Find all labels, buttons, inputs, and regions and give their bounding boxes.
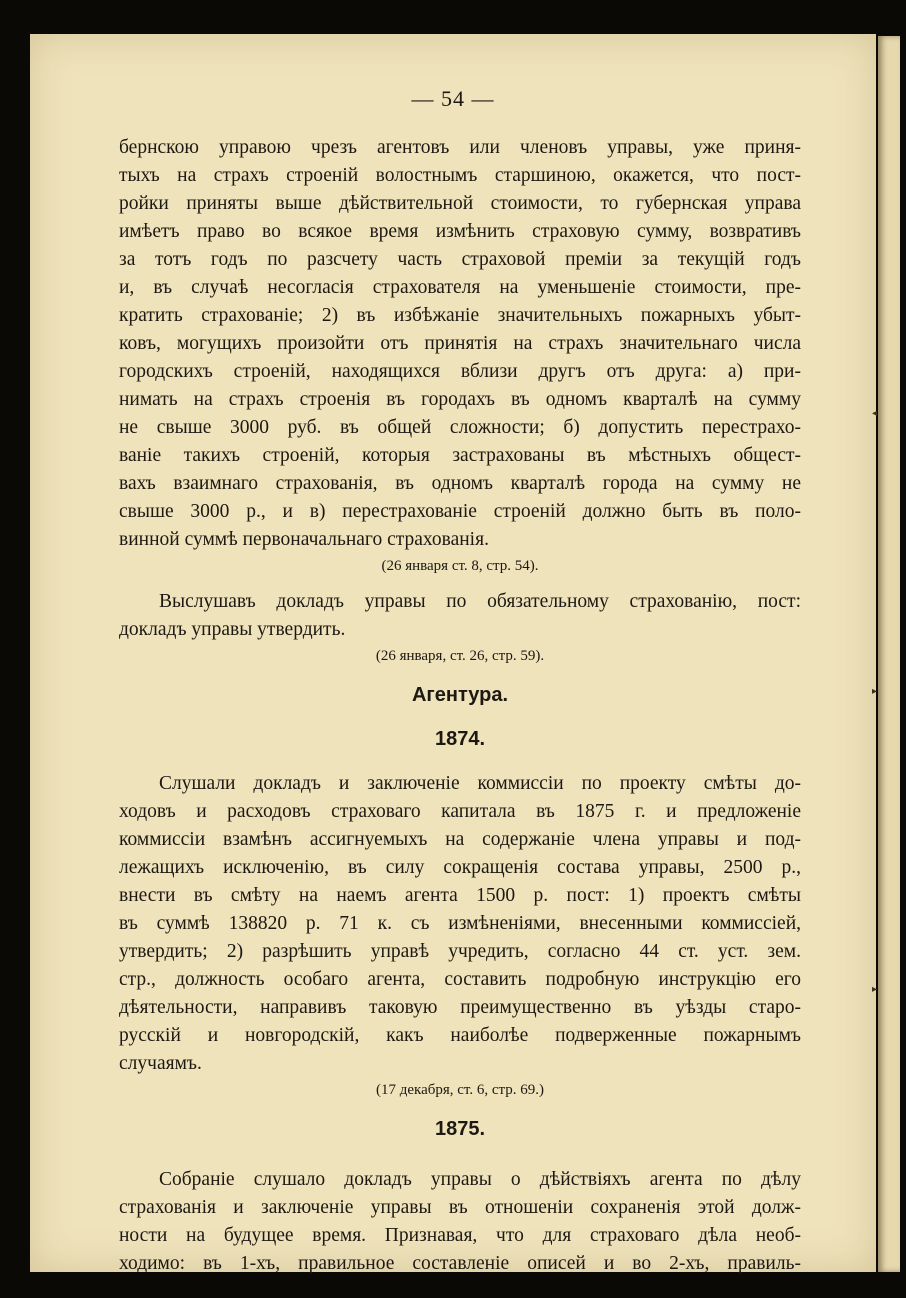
year-heading: 1875.: [434, 1118, 486, 1140]
text-line: докладъ управы утвердить.: [119, 619, 346, 640]
margin-mark-icon: ◂: [872, 408, 878, 419]
text-line: случаямъ.: [119, 1053, 202, 1074]
text-line: кратить страхованіе; 2) въ избѣжаніе значительныхъ пожарныхъ убыт-: [119, 305, 801, 326]
text-line: ройки приняты выше дѣйствительной стоимости, то губернская управа: [119, 193, 801, 214]
text-line: ваніе такихъ строеній, которыя застрахованы въ мѣстныхъ общест-: [119, 445, 801, 466]
section-heading: Агентура.: [411, 684, 509, 706]
text-line: свыше 3000 р., и в) перестрахованіе строеній должно быть въ поло-: [119, 501, 801, 522]
reference-note: (26 января, ст. 26, стр. 59).: [375, 648, 545, 664]
page-body: [119, 134, 801, 1278]
paragraph-agent-1875: [119, 1166, 801, 1278]
text-line: утвердить; 2) разрѣшить управѣ учредить, согласно 44 ст. уст. зем.: [119, 941, 801, 962]
year-heading: 1874.: [434, 728, 486, 750]
text-line: ности на будущее время. Признавая, что для страховаго дѣла необ-: [119, 1225, 801, 1246]
margin-mark-icon: ▸: [872, 686, 878, 697]
text-line: внести въ смѣту на наемъ агента 1500 р. пост: 1) проектъ смѣты: [119, 885, 801, 906]
text-line: бернскою управою чрезъ агентовъ или членовъ управы, уже приня-: [119, 137, 801, 158]
paragraph-insurance-rules: [119, 134, 801, 554]
text-line: тыхъ на страхъ строеній волостнымъ старшиною, окажется, что пост-: [119, 165, 801, 186]
text-line: за тотъ годъ по разсчету часть страховой преміи за текущій годъ: [119, 249, 801, 270]
paragraph-agent-1874: [119, 770, 801, 1078]
text-line: ковъ, могущихъ произойти отъ принятія на страхъ значительнаго числа: [119, 333, 801, 354]
text-line: ходовъ и расходовъ страховаго капитала въ 1875 г. и предложеніе: [119, 801, 801, 822]
text-line: нимать на страхъ строенія въ городахъ въ одномъ кварталѣ на сумму: [119, 389, 801, 410]
text-line: городскихъ строеній, находящихся вблизи другъ отъ друга: а) при-: [119, 361, 801, 382]
text-line: стр., должность особаго агента, составить подробную инструкцію его: [119, 969, 801, 990]
text-line: имѣетъ право во всякое время измѣнить страховую сумму, возвративъ: [119, 221, 801, 242]
text-line: Выслушавъ докладъ управы по обязательному страхованію, пост:: [159, 591, 801, 612]
text-line: не свыше 3000 руб. въ общей сложности; б) допустить перестрахо-: [119, 417, 801, 438]
text-line: винной суммѣ первоначальнаго страхованія.: [119, 529, 489, 550]
text-line: русскій и новгородскій, какъ наиболѣе подверженные пожарнымъ: [119, 1025, 801, 1046]
text-line: страхованія и заключеніе управы въ отношеніи сохраненія этой долж-: [119, 1197, 801, 1218]
reference-note: (17 декабря, ст. 6, стр. 69.): [375, 1082, 544, 1098]
text-line: въ суммѣ 138820 р. 71 к. съ измѣненіями, внесенными коммиссіей,: [119, 913, 801, 934]
text-line: коммиссіи взамѣнъ ассигнуемыхъ на содержаніе члена управы и под-: [119, 829, 801, 850]
reference-note: (26 января ст. 8, стр. 54).: [381, 558, 539, 574]
text-line: Собраніе слушало докладъ управы о дѣйствіяхъ агента по дѣлу: [159, 1169, 801, 1190]
page-number: — 54 —: [411, 86, 495, 111]
text-line: вахъ взаимнаго страхованія, въ одномъ кварталѣ города на сумму не: [119, 473, 801, 494]
text-line: ходимо: въ 1-хъ, правильное составленіе описей и во 2-хъ, правиль-: [119, 1253, 801, 1274]
adjacent-page-edge: [878, 36, 900, 1272]
margin-mark-icon: ▸: [872, 984, 878, 995]
paragraph-report-approval: [119, 588, 801, 644]
text-line: Слушали докладъ и заключеніе коммиссіи по проекту смѣты до-: [159, 773, 801, 794]
text-line: дѣятельности, направивъ таковую преимущественно въ уѣзды старо-: [119, 997, 801, 1018]
text-line: и, въ случаѣ несогласія страхователя на уменьшеніе стоимости, пре-: [119, 277, 801, 298]
text-line: лежащихъ исключенію, въ силу сокращенія состава управы, 2500 р.,: [119, 857, 801, 878]
